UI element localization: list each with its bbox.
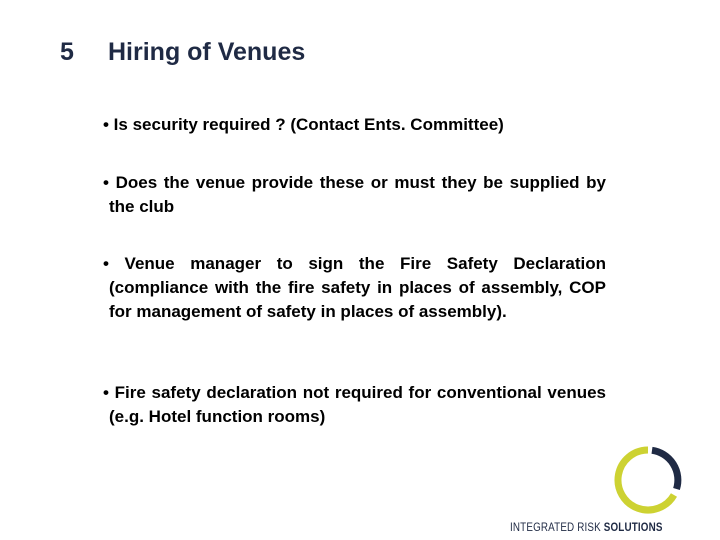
logo-ring-arc-secondary (652, 450, 678, 489)
bullet-conventional-venues: • Fire safety declaration not required for conventional venues (e.g. Hotel function rooms) (103, 383, 606, 426)
logo-wordmark-regular: INTEGRATED RISK (510, 520, 604, 534)
logo-ring-icon (612, 444, 684, 516)
slide-number: 5 (60, 38, 74, 66)
bullet-venue-provide: • Does the venue provide these or must they be supplied by the club (103, 173, 606, 216)
slide-title: Hiring of Venues (108, 38, 306, 66)
bullet-fire-safety-declaration: • Venue manager to sign the Fire Safety Declaration (compliance with the fire safety in places of assembly, COP for management of safety in places of assembly). (103, 254, 606, 321)
bullet-security: • Is security required ? (Contact Ents. Committee) (103, 115, 504, 134)
logo-wordmark-bold: SOLUTIONS (603, 520, 663, 534)
logo-wordmark (510, 520, 663, 534)
